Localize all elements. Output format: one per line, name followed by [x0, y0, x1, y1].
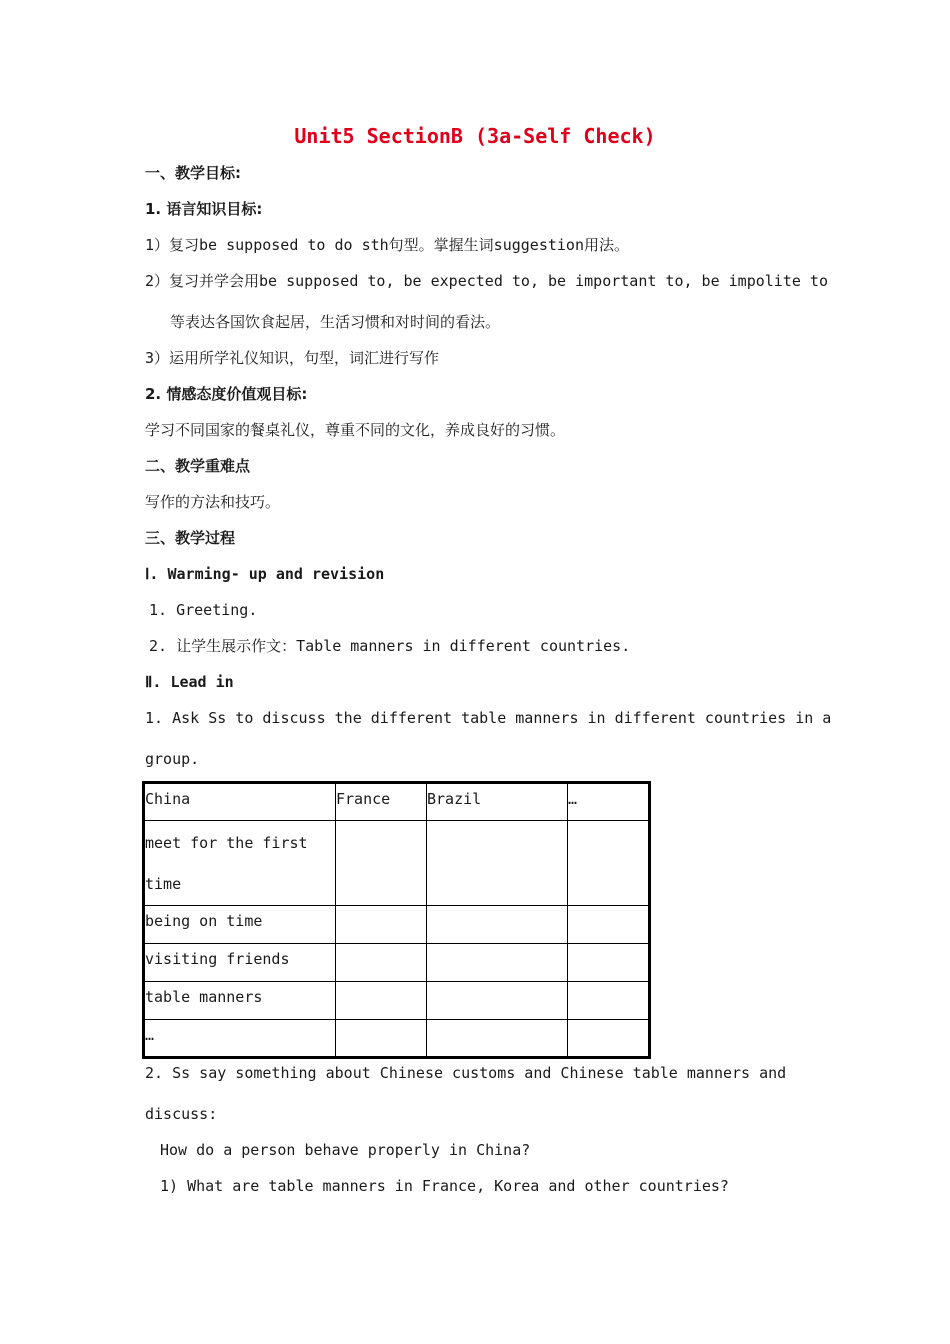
table-header-cell: …: [568, 783, 650, 821]
table-header-row: [144, 783, 650, 821]
lead-in-item-2: 2. Ss say something about Chinese customs and Chinese table manners and: [145, 1064, 787, 1082]
section-process-heading: 三、教学过程: [145, 529, 236, 547]
section-key-points-heading: 二、教学重难点: [145, 457, 251, 475]
warming-item-2: 2. 让学生展示作文：Table manners in different countries.: [149, 637, 631, 655]
emotion-values-heading: 2. 情感态度价值观目标:: [145, 385, 308, 403]
language-knowledge-heading: 1. 语言知识目标:: [145, 200, 263, 218]
table-row: [144, 982, 650, 1020]
table-cell: [568, 944, 650, 982]
part-warming-up-heading: Ⅰ. Warming- up and revision: [145, 565, 385, 583]
table-row: [144, 944, 650, 982]
table-header-cell: France: [336, 783, 427, 821]
table-row-label: table manners: [144, 982, 336, 1020]
table-cell: [568, 906, 650, 944]
table-cell: [427, 906, 568, 944]
table-header-cell: China: [144, 783, 336, 821]
objective-item-3: 3）运用所学礼仪知识，句型，词汇进行写作: [145, 349, 440, 367]
table-cell: [336, 944, 427, 982]
objective-item-1: 1）复习be supposed to do sth句型。掌握生词suggestion用法。: [145, 236, 629, 254]
table-row-label: being on time: [144, 906, 336, 944]
section-objectives-heading: 一、教学目标:: [145, 164, 241, 182]
table-cell: [568, 1020, 650, 1058]
part-lead-in-heading: Ⅱ. Lead in: [145, 673, 234, 691]
table-row: [144, 906, 650, 944]
table-cell: [427, 821, 568, 906]
table-cell: [568, 982, 650, 1020]
table-row: [144, 821, 650, 906]
table-cell: [427, 944, 568, 982]
table-cell: [427, 1020, 568, 1058]
objective-item-2-cont: 等表达各国饮食起居，生活习惯和对时间的看法。: [170, 313, 501, 331]
table-row-label: meet for the first time: [144, 821, 336, 906]
customs-table: [142, 781, 651, 1059]
table-row-label: visiting friends: [144, 944, 336, 982]
table-header-cell: Brazil: [427, 783, 568, 821]
objective-item-2: 2）复习并学会用be supposed to, be expected to, be important to, be impolite to: [145, 272, 828, 290]
key-points-text: 写作的方法和技巧。: [145, 493, 281, 511]
lead-in-item-1-cont: group.: [145, 750, 200, 768]
lead-in-item-1: 1. Ask Ss to discuss the different table manners in different countries in a: [145, 709, 832, 727]
page-title: Unit5 SectionB (3a-Self Check): [294, 124, 656, 148]
table-cell: [336, 906, 427, 944]
table-row: [144, 1020, 650, 1058]
warming-item-1: 1. Greeting.: [149, 601, 258, 619]
lead-in-item-2-cont: discuss:: [145, 1105, 218, 1123]
table-cell: [427, 982, 568, 1020]
discussion-subquestion-1: 1) What are table manners in France, Korea and other countries?: [160, 1177, 729, 1195]
table-cell: [336, 982, 427, 1020]
emotion-values-text: 学习不同国家的餐桌礼仪，尊重不同的文化，养成良好的习惯。: [145, 421, 566, 439]
table-row-label: …: [144, 1020, 336, 1058]
table-cell: [336, 1020, 427, 1058]
table-cell: [568, 821, 650, 906]
discussion-question: How do a person behave properly in China?: [160, 1141, 531, 1159]
table-cell: [336, 821, 427, 906]
